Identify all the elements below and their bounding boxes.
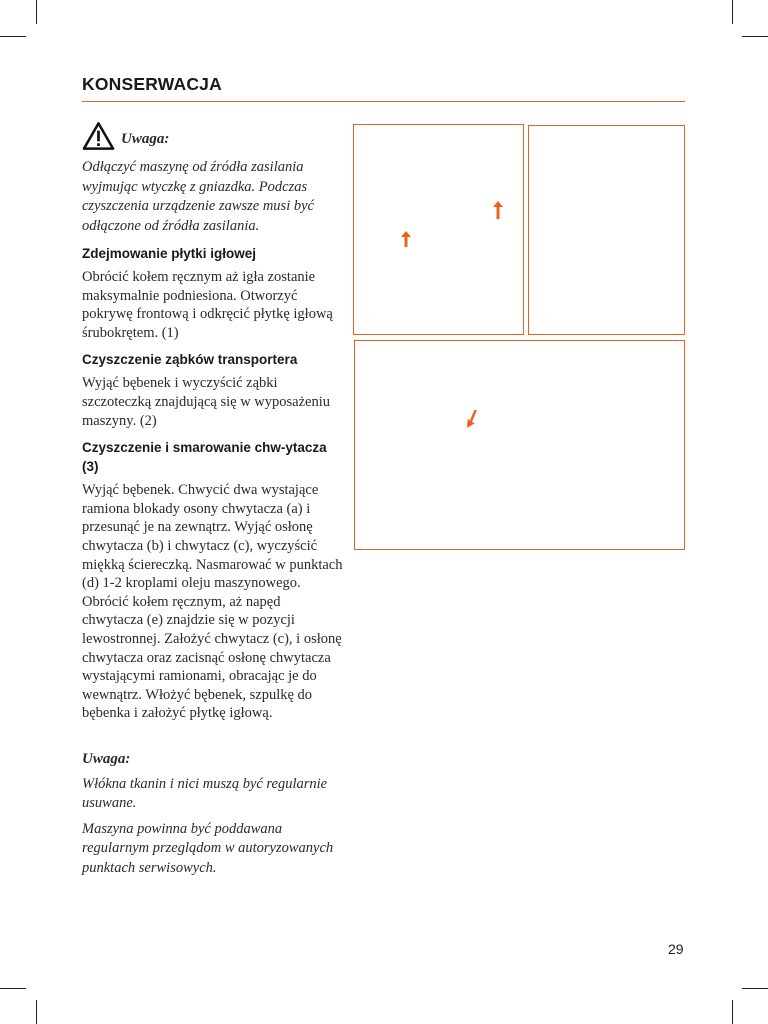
crop-mark bbox=[732, 0, 733, 24]
section-heading-hook: Czyszczenie i smarowanie chw-ytacza (3) bbox=[82, 440, 327, 475]
text-column bbox=[82, 118, 344, 878]
note-line: Maszyna powinna być poddawana regularnym przeglądom w autoryzowanych punktach serwisowych. bbox=[82, 820, 334, 876]
note-heading: Uwaga: bbox=[82, 750, 131, 767]
section-heading-feed-dogs: Czyszczenie ząbków transportera bbox=[82, 352, 298, 368]
note-line: Włókna tkanin i nici muszą być regularnie usuwane. bbox=[82, 775, 328, 812]
warning-text: Odłączyć maszynę od źródła zasilania wyjmując wtyczkę z gniazdka. Podczas czyszczenia urządzenie zawsze musi być odłączone od źródła zasilania. bbox=[82, 159, 314, 234]
crop-mark bbox=[36, 0, 37, 24]
illustration-frame-2 bbox=[528, 125, 685, 335]
illustration-frame-3 bbox=[354, 340, 685, 550]
section-body-needle-plate: Obrócić kołem ręcznym aż igła zostanie maksymalnie podniesiona. Otworzyć pokrywę frontową i odkręcić płytkę igłową śrubokrętem. (1) bbox=[82, 269, 333, 341]
illustration-frame-1 bbox=[353, 124, 524, 335]
crop-mark bbox=[742, 988, 768, 989]
warning-header bbox=[82, 118, 344, 154]
warning-triangle-icon bbox=[82, 121, 115, 151]
title-rule bbox=[82, 101, 685, 102]
arrow-up-icon bbox=[401, 231, 411, 247]
page-number: 29 bbox=[668, 941, 684, 957]
section-heading-needle-plate: Zdejmowanie płytki igłowej bbox=[82, 246, 257, 261]
section-body-feed-dogs: Wyjąć bębenek i wyczyścić ząbki szczoteczką znajdującą się w wyposażeniu maszyny. (2) bbox=[82, 375, 330, 429]
warning-heading: Uwaga: bbox=[121, 130, 170, 147]
arrow-down-left-icon bbox=[466, 410, 478, 428]
crop-mark bbox=[36, 1000, 37, 1024]
crop-mark bbox=[732, 1000, 733, 1024]
crop-mark bbox=[0, 988, 26, 989]
page-title: KONSERWACJA bbox=[82, 74, 222, 94]
section-body-hook: Wyjąć bębenek. Chwycić dwa wystające ramiona blokady osony chwytacza (a) i przesunąć je na zewnątrz. Wyjąć osłonę chwytacza (b) i chwytacz (c), wyczyścić miękką ściereczką. Nasmarować w punktach (d) 1-2 kroplami oleju maszynowego. Obrócić kołem ręcznym, aż napęd chwytacza (e) znajdzie się w pozycji lewostronnej. Założyć chwytacz (c), i osłonę chwytacza oraz zacisnąć osłonę chwytacza wystającymi ramionami, obracając je do wewnątrz. Włożyć bębenek, szpulkę do bębenka i założyć płytkę igłową. bbox=[82, 482, 343, 722]
arrow-up-icon bbox=[493, 201, 503, 219]
crop-mark bbox=[742, 36, 768, 37]
crop-mark bbox=[0, 36, 26, 37]
